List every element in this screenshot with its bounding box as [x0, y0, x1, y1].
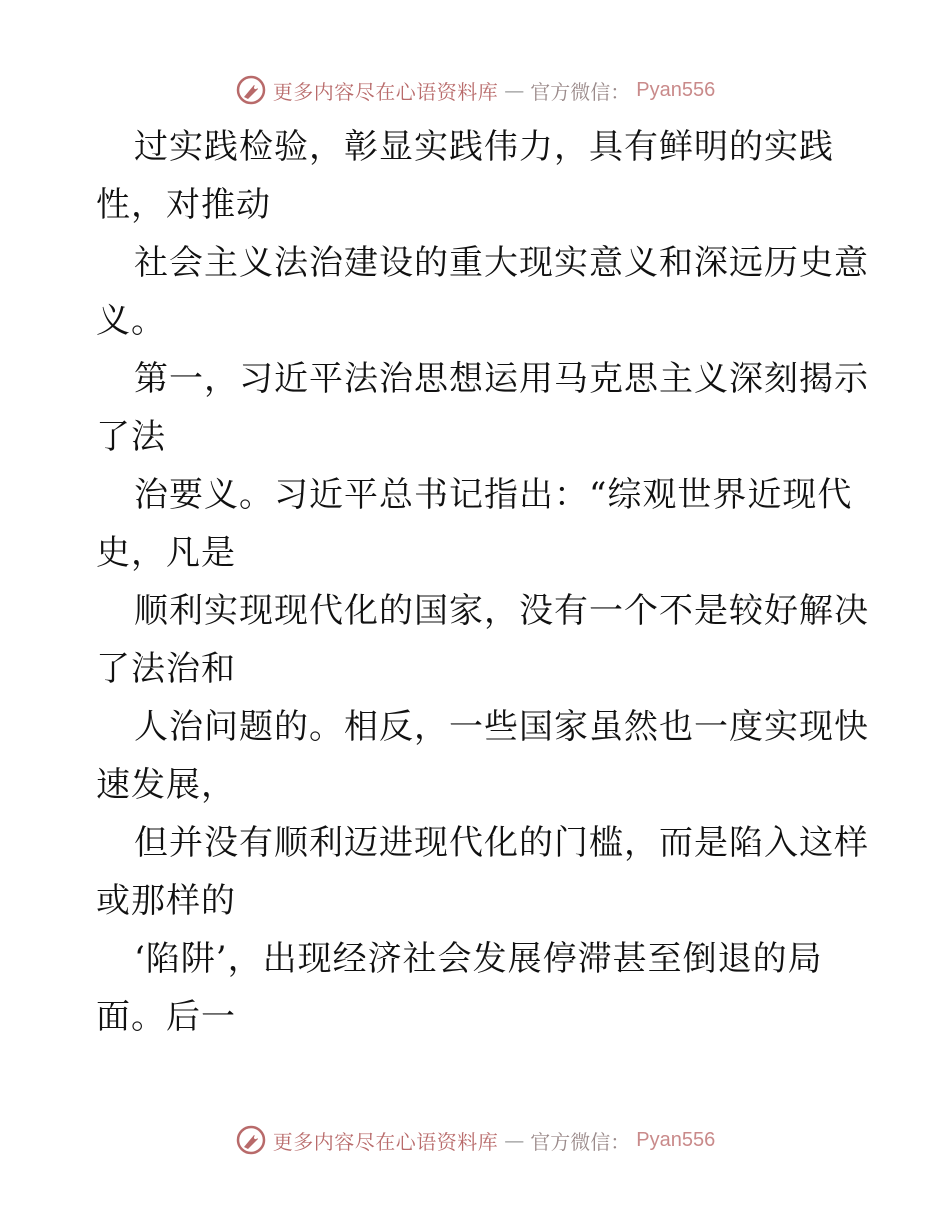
text-line: 社会主义法治建设的重大现实意义和深远历史意 — [134, 243, 869, 283]
text-line: 性，对推动 — [96, 185, 271, 225]
watermark-separator: — — [504, 1128, 525, 1152]
watermark-official-label: 官方微信： — [530, 1129, 631, 1154]
text-line: 但并没有顺利迈进现代化的门槛，而是陷入这样 — [134, 823, 869, 863]
footer-watermark — [0, 1120, 950, 1160]
pen-nib-circle-icon — [235, 1124, 267, 1156]
text-line: 人治问题的。相反，一些国家虽然也一度实现快 — [134, 707, 869, 747]
text-line: 第一，习近平法治思想运用马克思主义深刻揭示 — [134, 359, 869, 399]
text-line: 史，凡是 — [96, 533, 236, 573]
text-line: 速发展， — [96, 765, 236, 805]
text-line: ‘陷阱’，出现经济社会发展停滞甚至倒退的局 — [134, 939, 823, 979]
text-line: 治要义。习近平总书记指出：“综观世界近现代 — [134, 475, 853, 515]
paragraph — [96, 118, 869, 1046]
text-line: 面。后一 — [96, 997, 236, 1037]
watermark-official-label: 官方微信： — [530, 79, 631, 104]
header-watermark — [0, 70, 950, 110]
watermark-wechat-id: Pyan556 — [636, 78, 716, 101]
watermark-text: 更多内容尽在心语资料库 — [272, 1129, 499, 1154]
document-body — [96, 118, 869, 1046]
text-line: 过实践检验，彰显实践伟力，具有鲜明的实践 — [134, 127, 834, 167]
text-line: 义。 — [96, 301, 166, 341]
text-line: 了法治和 — [96, 649, 236, 689]
text-line: 了法 — [96, 417, 166, 457]
pen-nib-circle-icon — [235, 74, 267, 106]
watermark-separator: — — [504, 78, 525, 102]
watermark-text: 更多内容尽在心语资料库 — [272, 79, 499, 104]
watermark-wechat-id: Pyan556 — [636, 1128, 716, 1151]
text-line: 顺利实现现代化的国家，没有一个不是较好解决 — [134, 591, 869, 631]
text-line: 或那样的 — [96, 881, 236, 921]
